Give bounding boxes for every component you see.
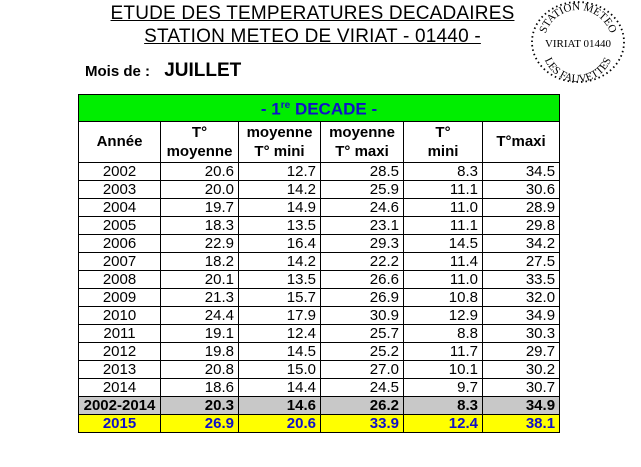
year-cell: 2008 [79, 270, 161, 288]
value-cell: 25.9 [321, 180, 404, 198]
value-cell: 26.6 [321, 270, 404, 288]
header-avg-min: moyenne T° mini [239, 121, 321, 162]
year-cell: 2006 [79, 234, 161, 252]
year-cell: 2002 [79, 162, 161, 180]
value-cell: 11.0 [404, 270, 483, 288]
value-cell: 13.5 [239, 270, 321, 288]
table-row [79, 234, 560, 252]
table-row [79, 216, 560, 234]
value-cell: 24.5 [321, 378, 404, 396]
value-cell: 8.3 [404, 162, 483, 180]
table-row [79, 198, 560, 216]
value-cell: 29.3 [321, 234, 404, 252]
value-cell: 12.4 [239, 324, 321, 342]
value-cell: 19.8 [161, 342, 239, 360]
value-cell: 24.6 [321, 198, 404, 216]
value-cell: 20.8 [161, 360, 239, 378]
value-cell: 9.7 [404, 378, 483, 396]
value-cell: 34.9 [483, 306, 560, 324]
value-cell: 26.9 [161, 414, 239, 432]
value-cell: 30.9 [321, 306, 404, 324]
value-cell: 11.4 [404, 252, 483, 270]
current-year-row [79, 414, 560, 432]
month-selector-label [85, 60, 241, 82]
value-cell: 33.5 [483, 270, 560, 288]
value-cell: 12.4 [404, 414, 483, 432]
value-cell: 14.5 [239, 342, 321, 360]
value-cell: 16.4 [239, 234, 321, 252]
value-cell: 18.6 [161, 378, 239, 396]
year-cell: 2007 [79, 252, 161, 270]
value-cell: 23.1 [321, 216, 404, 234]
year-cell: 2014 [79, 378, 161, 396]
header-avg-temp: T° moyenne [161, 121, 239, 162]
value-cell: 32.0 [483, 288, 560, 306]
average-row [79, 396, 560, 414]
decade-header-row [79, 95, 560, 122]
value-cell: 18.2 [161, 252, 239, 270]
decade-title: - 1re DECADE - [79, 95, 560, 122]
value-cell: 20.0 [161, 180, 239, 198]
value-cell: 29.7 [483, 342, 560, 360]
value-cell: 20.6 [239, 414, 321, 432]
year-cell: 2003 [79, 180, 161, 198]
value-cell: 17.9 [239, 306, 321, 324]
table-row [79, 342, 560, 360]
column-header-row [79, 121, 560, 162]
value-cell: 14.2 [239, 252, 321, 270]
month-label: Mois de : [85, 63, 151, 80]
value-cell: 12.9 [404, 306, 483, 324]
value-cell: 14.6 [239, 396, 321, 414]
value-cell: 26.2 [321, 396, 404, 414]
svg-text:STATION METEO: STATION METEO [537, 0, 619, 35]
value-cell: 28.5 [321, 162, 404, 180]
header-min: T° mini [404, 121, 483, 162]
year-cell: 2012 [79, 342, 161, 360]
year-cell: 2010 [79, 306, 161, 324]
value-cell: 14.5 [404, 234, 483, 252]
table-row [79, 270, 560, 288]
value-cell: 8.8 [404, 324, 483, 342]
value-cell: 38.1 [483, 414, 560, 432]
value-cell: 24.4 [161, 306, 239, 324]
value-cell: 14.9 [239, 198, 321, 216]
station-stamp [530, 0, 626, 84]
value-cell: 10.1 [404, 360, 483, 378]
header-avg-max: moyenne T° maxi [321, 121, 404, 162]
value-cell: 14.2 [239, 180, 321, 198]
page-subtitle: STATION METEO DE VIRIAT - 01440 - [144, 26, 481, 47]
year-cell: 2011 [79, 324, 161, 342]
value-cell: 30.2 [483, 360, 560, 378]
value-cell: 19.1 [161, 324, 239, 342]
year-cell: 2013 [79, 360, 161, 378]
value-cell: 22.2 [321, 252, 404, 270]
value-cell: 30.6 [483, 180, 560, 198]
year-cell: 2015 [79, 414, 161, 432]
value-cell: 26.9 [321, 288, 404, 306]
value-cell: 11.0 [404, 198, 483, 216]
header-max: T°maxi [483, 121, 560, 162]
year-cell: 2004 [79, 198, 161, 216]
header-year: Année [79, 121, 161, 162]
table-row [79, 324, 560, 342]
table-row [79, 162, 560, 180]
value-cell: 25.7 [321, 324, 404, 342]
year-cell: 2002-2014 [79, 396, 161, 414]
table-row [79, 288, 560, 306]
svg-text:LES FAUVETTES: LES FAUVETTES [541, 55, 615, 84]
value-cell: 22.9 [161, 234, 239, 252]
value-cell: 11.7 [404, 342, 483, 360]
table-row [79, 306, 560, 324]
year-cell: 2005 [79, 216, 161, 234]
table-row [79, 360, 560, 378]
table-row [79, 180, 560, 198]
value-cell: 19.7 [161, 198, 239, 216]
value-cell: 20.6 [161, 162, 239, 180]
page-title: ETUDE DES TEMPERATURES DECADAIRES [110, 3, 515, 24]
value-cell: 11.1 [404, 180, 483, 198]
value-cell: 14.4 [239, 378, 321, 396]
value-cell: 20.3 [161, 396, 239, 414]
value-cell: 15.0 [239, 360, 321, 378]
month-value: JUILLET [164, 60, 242, 81]
value-cell: 27.5 [483, 252, 560, 270]
value-cell: 20.1 [161, 270, 239, 288]
value-cell: 34.5 [483, 162, 560, 180]
value-cell: 27.0 [321, 360, 404, 378]
value-cell: 12.7 [239, 162, 321, 180]
svg-text:VIRIAT 01440: VIRIAT 01440 [544, 38, 612, 50]
value-cell: 11.1 [404, 216, 483, 234]
value-cell: 29.8 [483, 216, 560, 234]
value-cell: 8.3 [404, 396, 483, 414]
value-cell: 30.3 [483, 324, 560, 342]
value-cell: 21.3 [161, 288, 239, 306]
value-cell: 34.2 [483, 234, 560, 252]
year-cell: 2009 [79, 288, 161, 306]
value-cell: 34.9 [483, 396, 560, 414]
temperature-table [78, 94, 560, 433]
value-cell: 30.7 [483, 378, 560, 396]
value-cell: 28.9 [483, 198, 560, 216]
table-row [79, 378, 560, 396]
value-cell: 33.9 [321, 414, 404, 432]
table-row [79, 252, 560, 270]
value-cell: 10.8 [404, 288, 483, 306]
value-cell: 13.5 [239, 216, 321, 234]
value-cell: 25.2 [321, 342, 404, 360]
value-cell: 18.3 [161, 216, 239, 234]
value-cell: 15.7 [239, 288, 321, 306]
